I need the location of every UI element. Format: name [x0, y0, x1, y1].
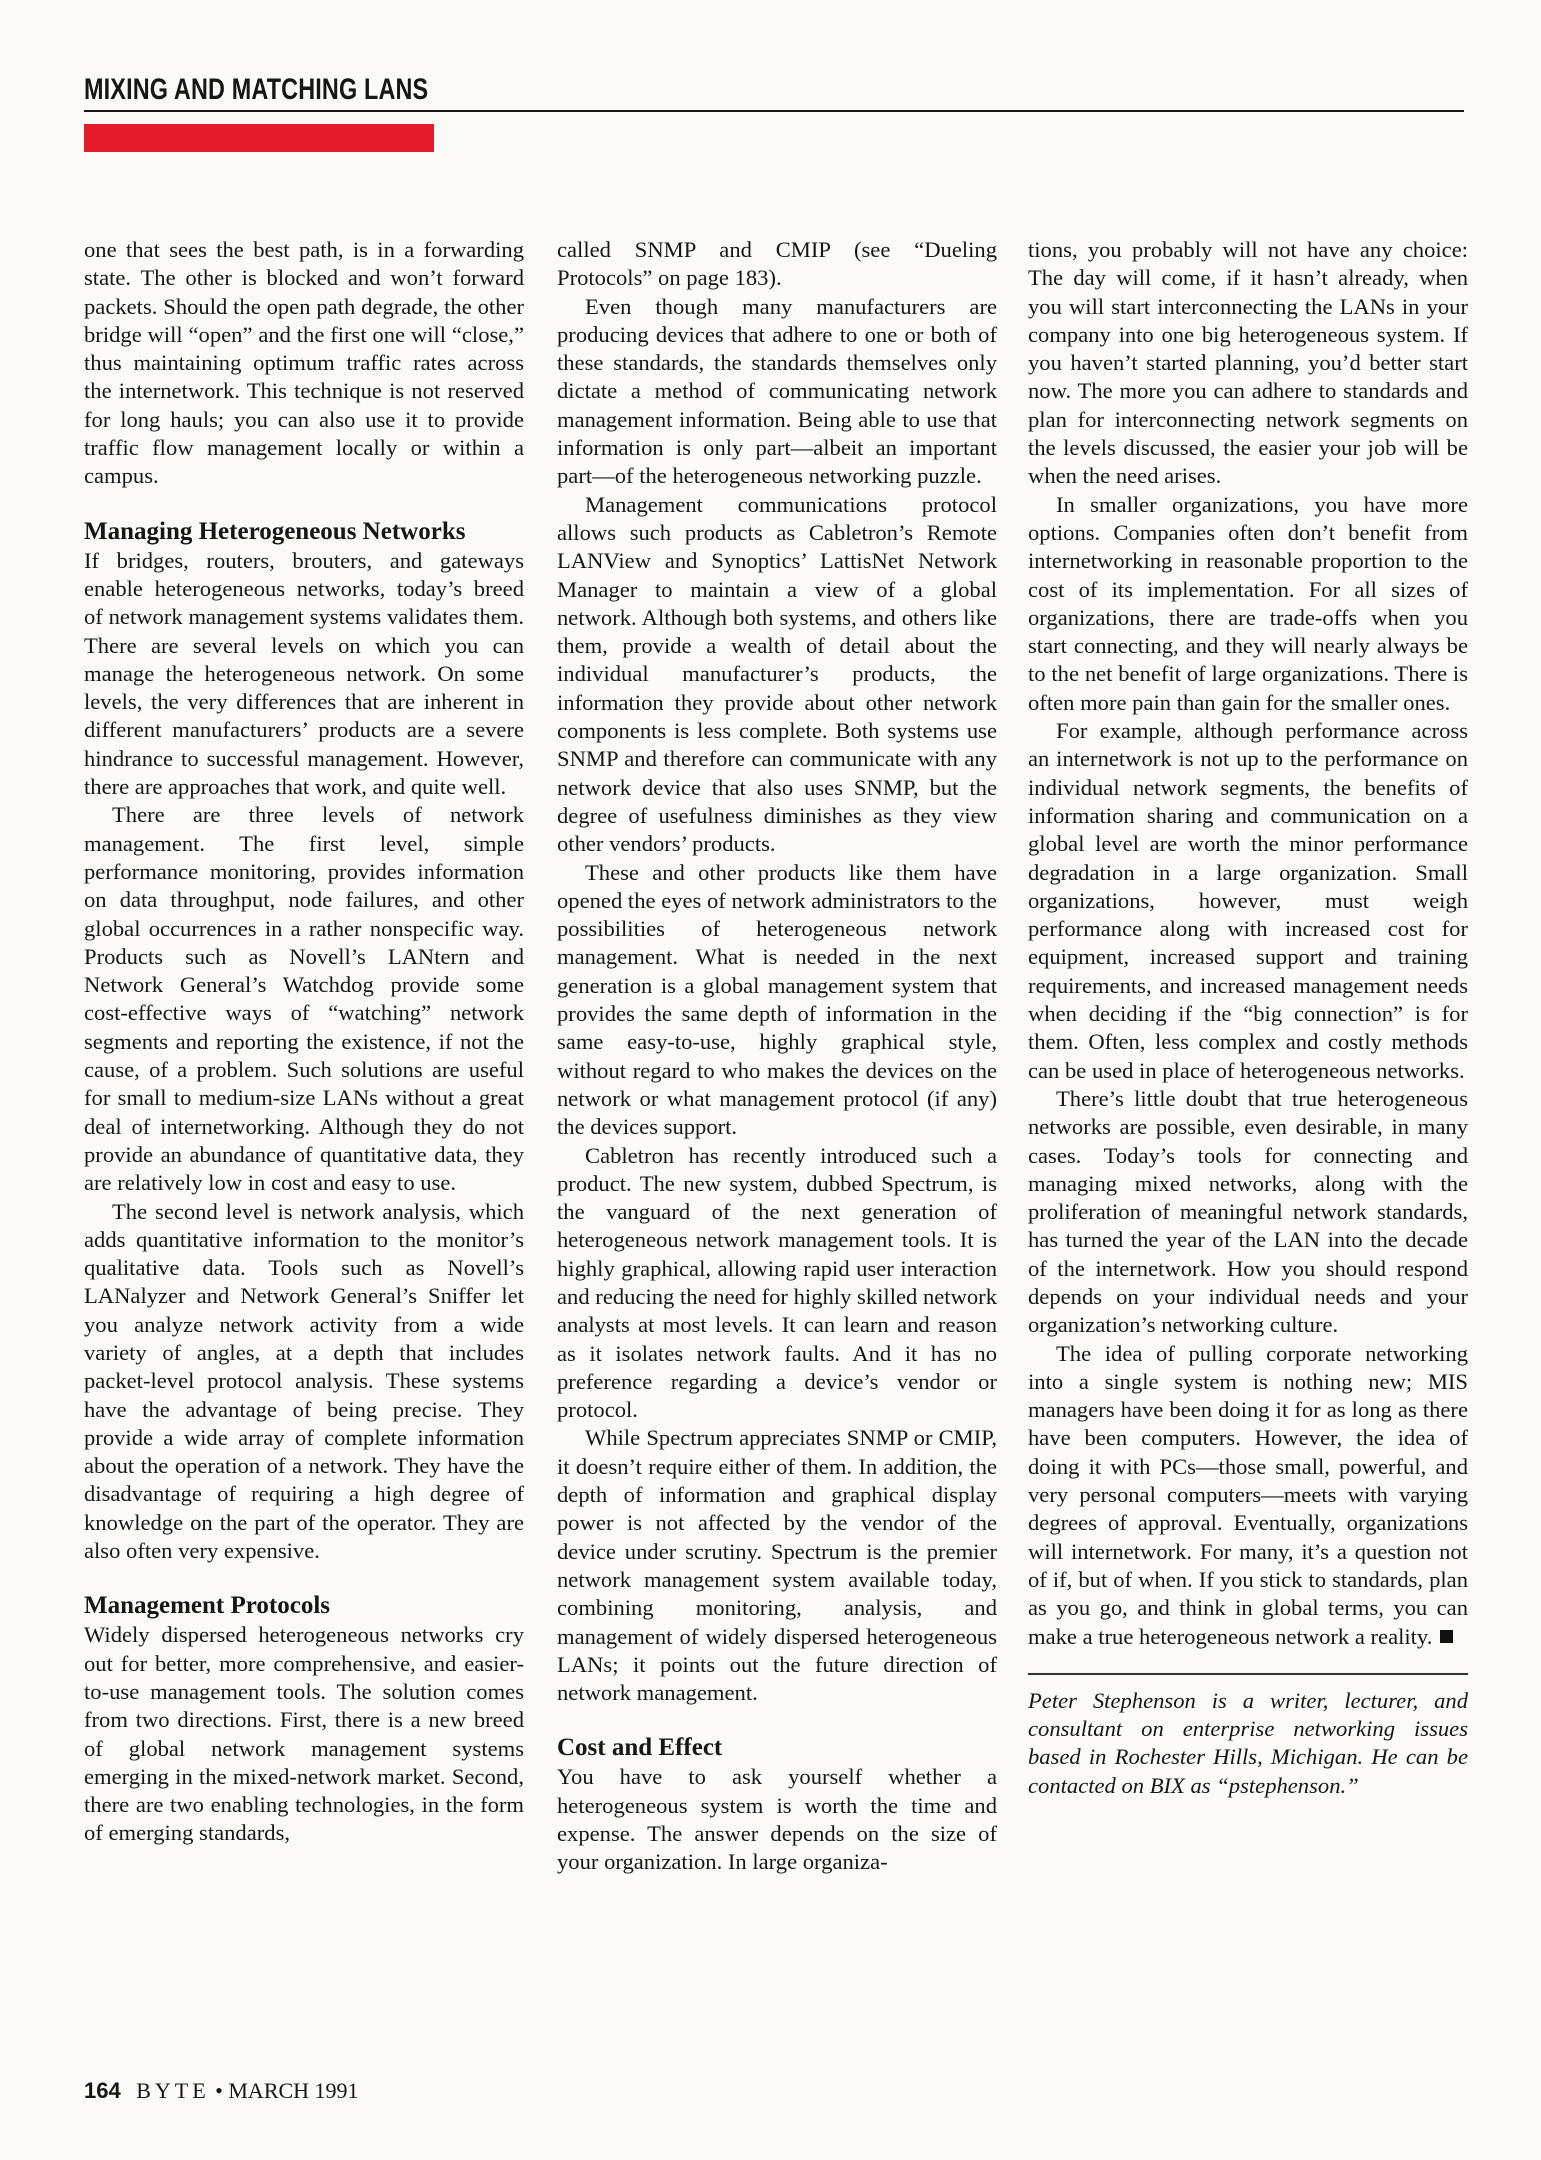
page-header — [84, 72, 1464, 108]
bio-rule — [1028, 1673, 1468, 1675]
paragraph: Widely dispersed heterogeneous networks cry out for better, more comprehensive, and easier-to-use management tools. The solution comes from two directions. First, there is a new breed of global network management systems emerging in the mixed-network market. Second, there are two enabling technologies, in the form of emerging standards, — [84, 1622, 524, 1846]
footer-separator: • — [215, 2078, 223, 2103]
paragraph: The second level is network analysis, which adds quantitative information to the monitor’s qualitative data. Tools such as Novell’s LANalyzer and Network General’s Sniffer let you analyze network activity from a wide variety of angles, at a depth that includes packet-level protocol analysis. These systems have the advantage of being precise. They provide a wide array of complete information about the operation of a network. They have the disadvantage of requiring a high degree of knowledge on the part of the operator. They are also often very expensive. — [84, 1198, 524, 1564]
paragraph: You have to ask yourself whether a heterogeneous system is worth the time and expense. The answer depends on the size of your organization. In large organiza- — [557, 1764, 997, 1875]
paragraph: These and other products like them have opened the eyes of network administrators to the possibilities of heterogeneous network management. What is needed in the next generation is a global management system that provides the same depth of information in the same easy-to-use, highly graphical style, without regard to who makes the devices on the network or what management protocol (if any) the devices support. — [557, 859, 997, 1140]
issue-date: MARCH 1991 — [228, 2078, 359, 2103]
paragraph: one that sees the best path, is in a forwarding state. The other is blocked and won’t forward packets. Should the open path degrade, the other bridge will “open” and the first one will “close,” thus maintaining optimum traffic rates across the internetwork. This technique is not reserved for long hauls; you can also use it to provide traffic flow management locally or within a campus. — [84, 237, 524, 489]
paragraph: While Spectrum appreciates SNMP or CMIP, it doesn’t require either of them. In addition, the depth of information and graphical display power is not affected by the vendor of the device under scrutiny. Spectrum is the premier network management system available today, combining monitoring, analysis, and management of widely dispersed heterogeneous LANs; it points out the future direction of network management. — [557, 1425, 997, 1706]
column-3 — [1028, 236, 1468, 1800]
paragraph: called SNMP and CMIP (see “Dueling Protocols” on page 183). — [557, 237, 997, 291]
paragraph: Management communications protocol allows such products as Cabletron’s Remote LANView and Synoptics’ LattisNet Network Manager to maintain a view of a global network. Although both systems, and others like them, provide a wealth of detail about the individual manufacturer’s products, the information they provide about other network components is less complete. Both systems use SNMP and therefore can communicate with any network device that also uses SNMP, but the degree of usefulness diminishes as they view other vendors’ products. — [557, 491, 997, 857]
paragraph: If bridges, routers, brouters, and gateways enable heterogeneous networks, today’s breed of network management systems validates them. There are several levels on which you can manage the heterogeneous network. On some levels, the very differences that are inherent in different manufacturers’ products are a severe hindrance to successful management. However, there are approaches that work, and quite well. — [84, 547, 524, 800]
author-bio: Peter Stephenson is a writer, lecturer, and consultant on enterprise networking issues based in Rochester Hills, Michigan. He can be contacted on BIX as “pstephenson.” — [1028, 1687, 1468, 1798]
paragraph: There are three levels of network management. The first level, simple performance monitoring, provides information on data throughput, node failures, and other global occurrences in a rather nonspecific way. Products such as Novell’s LANtern and Network General’s Watchdog provide some cost-effective ways of “watching” network segments and reporting the existence, if not the cause, of a problem. Such solutions are useful for small to medium-size LANs without a great deal of internetworking. Although they do not provide an abundance of quantitative data, they are relatively low in cost and easy to use. — [84, 802, 524, 1196]
magazine-name: BYTE — [136, 2078, 210, 2103]
paragraph: tions, you probably will not have any choice: The day will come, if it hasn’t already, when you will start interconnecting the LANs in your company into one big heterogeneous system. If you haven’t started planning, you’d better start now. The more you can adhere to standards and plan for interconnecting network segments on the levels discussed, the easier your job will be when the need arises. — [1028, 237, 1468, 489]
paragraph: For example, although performance across an internetwork is not up to the performance on individual network segments, the benefits of information sharing and communication on a global level are worth the minor performance degradation in a large organization. Small organizations, however, must weigh performance along with increased cost for equipment, increased support and training requirements, and increased management needs when deciding if the “big connection” is for them. Often, less complex and costly methods can be used in place of heterogeneous networks. — [1028, 718, 1468, 1083]
end-of-article-mark — [1440, 1630, 1453, 1643]
subheading-protocols: Management Protocols — [84, 1592, 331, 1620]
paragraph: In smaller organizations, you have more options. Companies often don’t benefit from internetworking in reasonable proportion to the cost of its implementation. For all sizes of organizations, there are trade-offs when you start connecting, and they will nearly always be to the net benefit of large organizations. There is often more pain than gain for the smaller ones. — [1028, 491, 1468, 715]
paragraph: There’s little doubt that true heterogeneous networks are possible, even desirable, in many cases. Today’s tools for connecting and managing mixed networks, along with the proliferation of meaningful network standards, has turned the year of the LAN into the decade of the internetwork. How you should respond depends on your individual needs and your organization’s networking culture. — [1028, 1085, 1468, 1338]
page-number: 164 — [84, 2078, 121, 2103]
page-footer — [84, 2078, 359, 2104]
header-rule — [84, 110, 1464, 112]
subheading-cost: Cost and Effect — [557, 1734, 723, 1762]
red-accent-bar — [84, 124, 434, 152]
paragraph: Cabletron has recently introduced such a product. The new system, dubbed Spectrum, is the vanguard of the next generation of heterogeneous network management tools. It is highly graphical, allowing rapid user interaction and reducing the need for highly skilled network analysts at most levels. It can learn and reason as it isolates network faults. And it has no preference regarding a device’s vendor or protocol. — [557, 1142, 997, 1423]
final-paragraph — [1028, 1340, 1468, 1651]
column-1 — [84, 236, 524, 1848]
subheading-managing: Managing Heterogeneous Networks — [84, 517, 466, 545]
column-2 — [557, 236, 997, 1877]
paragraph-text: The idea of pulling corporate networking into a single system is nothing new; MIS managers have been doing it for as long as there have been computers. However, the idea of doing it with PCs—those small, powerful, and very personal computers—meets with varying degrees of approval. Eventually, organizations will internetwork. For many, it’s a question not of if, but of when. If you stick to standards, plan as you go, and think in global terms, you can make a true heterogeneous network a reality. — [1028, 1340, 1468, 1649]
paragraph: Even though many manufacturers are producing devices that adhere to one or both of these standards, the standards themselves only dictate a method of communicating network management information. Being able to use that information is only part—albeit an important part—of the heterogeneous networking puzzle. — [557, 293, 997, 489]
section-title: MIXING AND MATCHING LANS — [84, 73, 429, 106]
